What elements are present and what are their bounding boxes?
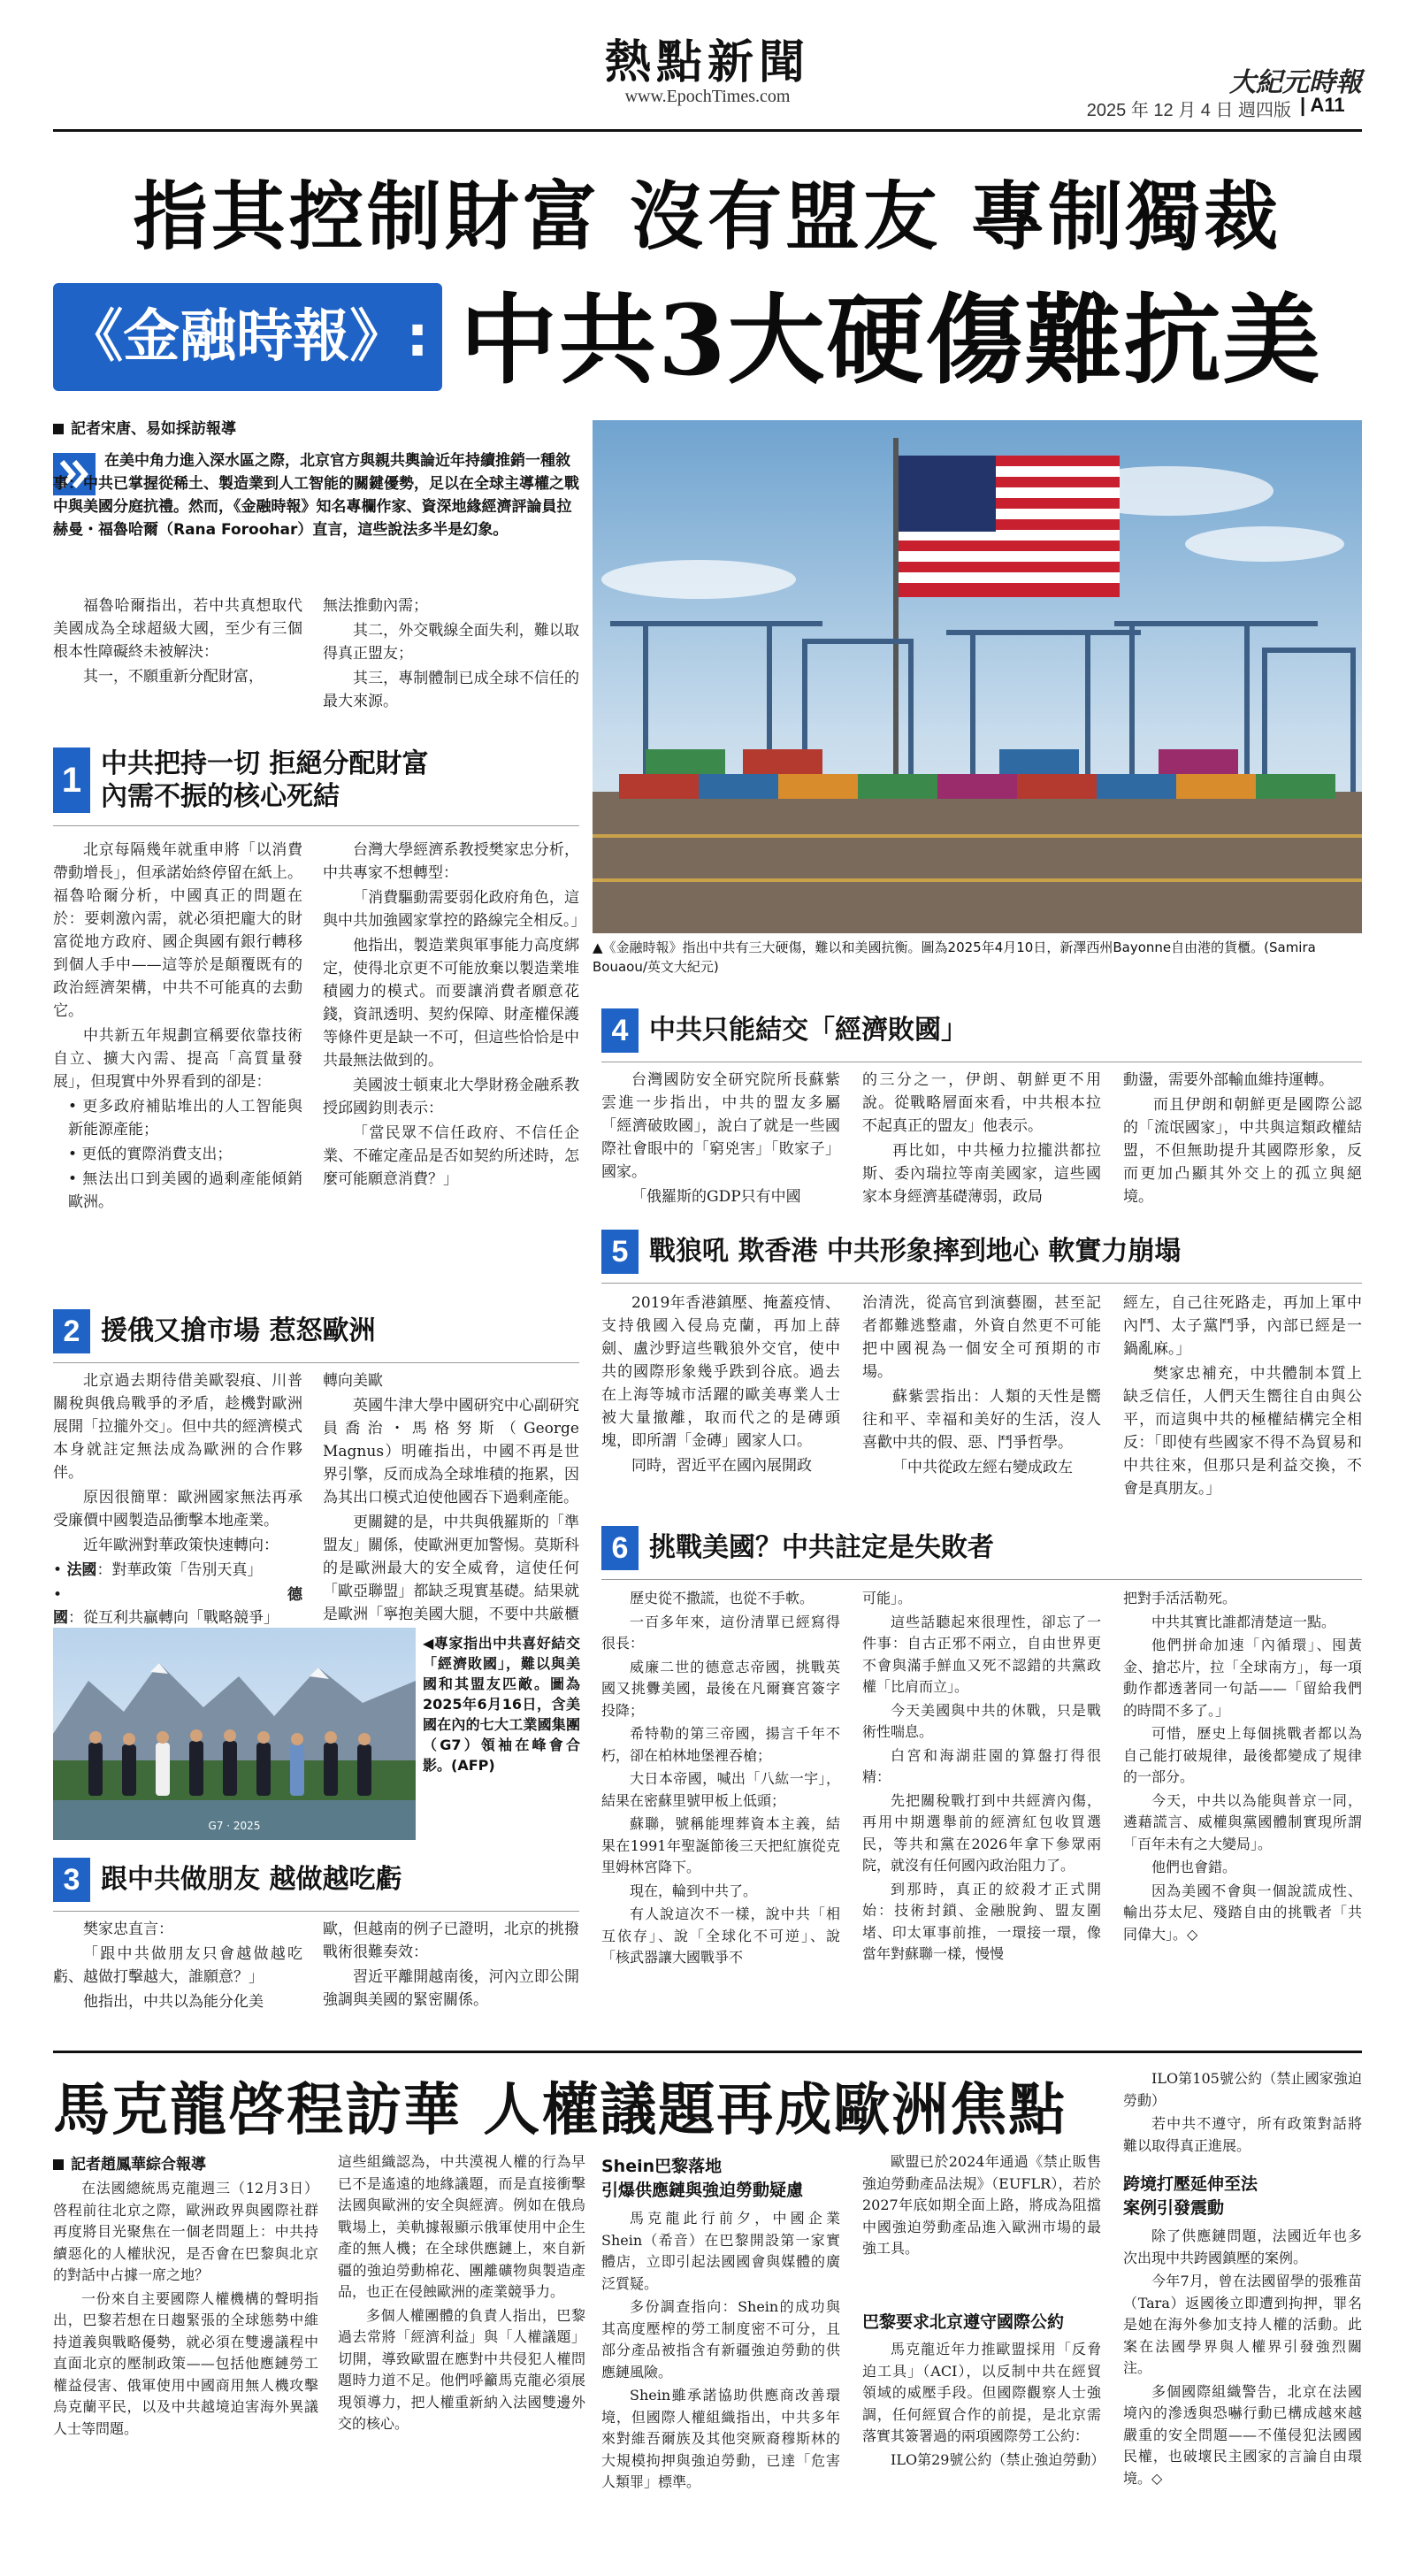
quote: 「俄羅斯的GDP只有中國 xyxy=(631,1188,801,1206)
paragraph: 除了供應鏈問題，法國近年也多次出現中共跨國鎮壓的案例。 xyxy=(1123,2227,1362,2266)
paragraph: 他指出，製造業與軍事能力高度綁定，使得北京更不可能放棄以製造業堆積國力的模式。而要讓消費者願意花錢，資訊透明、契約保障、財產權保護等條件更是缺一不可，但這些恰恰是中共最無法做到的。 xyxy=(323,937,579,1070)
paragraph: 原因很簡單：歐洲國家無法再承受廉價中國製造品衝擊本地產業。 xyxy=(53,1489,302,1530)
paragraph: 今天，中共以為能與普京一同，遴藉謊言、威權與黨國體制實現所謂「百年未有之大變局」。 xyxy=(1123,1791,1362,1852)
paragraph: 先把關稅戰打到中共經濟內傷，再用中期選舉前的經濟紅包收買選民，等共和黨在2026年拿下參眾兩院，就沒有任何國內政治阻力了。 xyxy=(862,1791,1101,1874)
section-3-col-1 xyxy=(53,1918,302,2015)
paragraph: 可惜，歷史上每個挑戰者都以為自己能打破規律，最後都變成了規律的一部分。 xyxy=(1123,1725,1362,1785)
quote: 「中共從政左經右變成政左 xyxy=(892,1459,1073,1476)
section-1-header xyxy=(53,748,579,813)
quote: 「當民眾不信任政府、不信任企業、不確定產品是否如契約所述時，怎麼可能願意消費？」 xyxy=(323,1124,579,1188)
section-2-header xyxy=(53,1309,579,1353)
paragraph: 福魯哈爾指出，若中共真想取代美國成為全球超級大國，至少有三個根本性障礙終未被解決： xyxy=(53,597,302,661)
article2-subhead-paris: 巴黎要求北京遵守國際公約 xyxy=(862,2312,1065,2332)
paragraph: 他們拼命加速「內循環」、囤黃金、搶芯片，拉「全球南方」，每一項動作都透著同一句話——「留給我們的時間不多了。」 xyxy=(1123,1637,1362,1719)
masthead xyxy=(0,0,1415,159)
divider xyxy=(53,1911,579,1912)
headline-kicker: 指其控制財富 沒有盟友 專制獨裁 xyxy=(133,173,1282,260)
paragraph: 這些話聽起來很理性，卻忘了一件事：自古正邪不兩立，自由世界更不會與滿手鮮血又死不認錯的共黨政權「比肩而立」。 xyxy=(862,1613,1101,1695)
paragraph: 多個人權團體的負責人指出，巴黎過去常將「經濟利益」與「人權議題」切開，導致歐盟在應對中共侵犯人權問題時力道不足。他們呼籲馬克龍必須展現領導力，把人權重新納入法國雙邊外交的核心。 xyxy=(338,2306,585,2432)
masthead-rule xyxy=(53,129,1362,132)
divider xyxy=(601,1579,1362,1580)
port-photo-caption: ▲《金融時報》指出中共有三大硬傷，難以和美國抗衡。圖為2025年4月10日，新澤西州Bayonne自由港的貨櫃。(Samira Bouaou/英文大紀元) xyxy=(593,939,1316,975)
g7-photo-illustration xyxy=(53,1628,416,1840)
section-number: 4 xyxy=(601,1008,639,1053)
end-mark: ◇ xyxy=(1151,2469,1163,2487)
paragraph: 馬克龍近年力推歐盟採用「反脅迫工具」（ACI），以反制中共在經貿領域的威壓手段。但國際觀察人士強調，任何經貿合作的前提，是北京需落實其簽署過的兩項國際勞工公約： xyxy=(862,2341,1101,2444)
section-title: 熱點新聞 xyxy=(604,36,810,89)
intro-col-1 xyxy=(53,594,302,690)
article2-col-1 xyxy=(53,2178,318,2442)
section-title-line: 中共把持一切 拒絕分配財富 xyxy=(101,748,429,779)
page-number: | A11 xyxy=(1300,94,1345,116)
paragraph: 希特勒的第三帝國，揚言千年不朽，卻在柏林地堡裡吞槍； xyxy=(601,1725,840,1764)
source-badge: 《金融時報》: xyxy=(53,283,442,391)
headline-main-row xyxy=(53,274,1362,407)
issue-date: 2025 年 12 月 4 日 週四版 xyxy=(1086,101,1291,120)
quote: 「跟中共做朋友只會越做越吃虧、越做打擊越大，誰願意？」 xyxy=(53,1945,302,1986)
section-4-col-3 xyxy=(1123,1069,1362,1210)
article-divider xyxy=(53,2051,1362,2053)
paragraph: 這些組織認為，中共漠視人權的行為早已不是遙遠的地緣議題，而是直接衝擊法國與歐洲的安全與經濟。例如在俄烏戰場上，美軌據報顯示俄軍使用中企生產的無人機；在全球供應鏈上，來自新疆的強迫勞動棉花、團離礦物與製造產品，也正在侵蝕歐洲的產業競爭力。 xyxy=(338,2153,585,2300)
section-title: 跟中共做朋友 越做越吃虧 xyxy=(101,1864,402,1895)
newspaper-logo: 大紀元時報 xyxy=(1229,67,1362,98)
paragraph: 北京過去期待借美歐裂痕、川普關稅與俄烏戰爭的矛盾，趁機對歐洲展開「拉攏外交」。但中共的經濟模式本身就註定無法成為歐洲的合作夥伴。 xyxy=(53,1372,302,1482)
paragraph: 樊家忠補充，中共體制本質上缺乏信任，人們天生嚮往自由與公平，而這與中共的極權結構完全相反：「即使有些國家不得不為貿易和中共往來，但那只是利益交換，不會是真朋友。」 xyxy=(1123,1365,1362,1498)
paragraph: 動盪，需要外部輸血維持運轉。 xyxy=(1123,1071,1334,1089)
paragraph: 再比如，中共極力拉攏洪都拉斯、委內瑞拉等南美國家，這些國家本身經濟基礎薄弱，政局 xyxy=(862,1142,1101,1206)
paragraph: 他指出，中共以為能分化美 xyxy=(83,1993,264,2011)
bullet-item: • 無法出口到美國的過剩產能傾銷歐洲。 xyxy=(68,1170,302,1211)
site-url[interactable]: www.EpochTimes.com xyxy=(624,87,791,106)
article2-col-3 xyxy=(601,2208,840,2496)
paragraph: 現在，輪到中共了。 xyxy=(630,1882,758,1899)
paragraph: 無法推動內需； xyxy=(323,597,428,615)
g7-banner-text: G7 · 2025 xyxy=(208,1820,261,1832)
paragraph: 美國波士頓東北大學財務金融系教授邱國鈞則表示： xyxy=(323,1077,579,1117)
section-5-col-2 xyxy=(862,1292,1101,1481)
paragraph: 今天美國與中共的休戰，只是戰術性喘息。 xyxy=(862,1701,1101,1740)
paragraph: 其二，外交戰線全面失利，難以取得真正盟友； xyxy=(323,622,579,663)
paragraph xyxy=(1123,2381,1362,2490)
paragraph: 其一，不願重新分配財富， xyxy=(83,668,264,686)
article2-col-5 xyxy=(1123,2068,1362,2158)
section-2-col-1 xyxy=(53,1369,302,1656)
section-5-col-1 xyxy=(601,1292,840,1479)
paragraph-text: 因為美國不會與一個說謊成性、輸出芬太尼、殘踏自由的挑戰者「共同偉大」。 xyxy=(1123,1882,1362,1943)
paragraph: 蘇紫雲指出：人類的天性是嚮往和平、幸福和美好的生活，沒人喜歡中共的假、惡、鬥爭哲學。 xyxy=(862,1388,1101,1452)
paragraph: 經左，自己往死路走，再加上軍中內鬥、太子黨鬥爭，內部已經是一鍋亂麻。」 xyxy=(1123,1294,1362,1358)
article2-subhead-shein: Shein巴黎落地 引爆供應鏈與強迫勞動疑慮 xyxy=(601,2157,804,2200)
section-title: 中共只能結交「經濟敗國」 xyxy=(649,1015,968,1046)
section-6-col-1 xyxy=(601,1588,840,1971)
headline-main: 中共3大硬傷難抗美 xyxy=(460,283,1322,397)
intro-col-2 xyxy=(323,594,579,715)
section-title: 援俄又搶市場 惹怒歐洲 xyxy=(101,1315,376,1346)
section-3-col-2 xyxy=(323,1918,579,2013)
quote: 「消費驅動需要弱化政府角色，這與中共加強國家掌控的路線完全相反。」 xyxy=(323,889,586,930)
paragraph: 一份來自主要國際人權機構的聲明指出，巴黎若想在日趨緊張的全球態勢中維持道義與戰略優勢，就必須在雙邊議程中直面北京的壓制政策——包括他應鏈勞工權益侵害、俄軍使用中國商用無人機攻擊烏克蘭平民，以及中共越境迫害海外異議人士等問題。 xyxy=(53,2289,318,2437)
end-mark: ◇ xyxy=(1187,1925,1198,1943)
byline: 記者宋唐、易如採訪報導 xyxy=(53,416,236,438)
paragraph: 蘇聯，號稱能埋葬資本主義，結果在1991年聖誕節後三天把紅旗從克里姆林宮降下。 xyxy=(601,1815,840,1875)
paragraph: 歐，但越南的例子已證明，北京的挑撥戰術很難奏效： xyxy=(323,1920,579,1961)
divider xyxy=(601,1283,1362,1284)
paragraph: 北京每隔幾年就重申將「以消費帶動增長」，但承諾始終停留在紙上。福魯哈爾分析，中國真正的問題在於：要刺激內需，就必須把龐大的財富從地方政府、國企與國有銀行轉移到個人手中——這等於是顛覆既有的政治經濟架構，中共不可能真的去動它。 xyxy=(53,841,302,1020)
g7-summit-photo xyxy=(53,1628,416,1840)
bullet-label: 德國 xyxy=(53,1586,302,1627)
paragraph: 大日本帝國，喊出「八紘一宇」，結果在密蘇里號甲板上低頭； xyxy=(601,1770,840,1809)
paragraph: 他們也會錯。 xyxy=(1151,1859,1237,1875)
article2-headline: 馬克龍啓程訪華 人權議題再成歐洲焦點 xyxy=(53,2078,1067,2143)
paragraph: 今年7月，曾在法國留學的張雅苗（Tara）返國後立即遭到拘押，罪名是她在海外參加支持人權的活動。此案在法國學界與人權界引發強烈關注。 xyxy=(1123,2273,1362,2376)
paragraph: Shein雖承諾協助供應商改善環境，但國際人權組織指出，中共多年來對維吾爾族及其他突厥裔穆斯林的大規模拘押與強迫勞動，已達「危害人類罪」標準。 xyxy=(601,2387,840,2490)
paragraph: 若中共不遵守，所有政策對話將難以取得真正進展。 xyxy=(1123,2115,1362,2154)
section-number: 6 xyxy=(601,1526,639,1570)
section-4-col-2 xyxy=(862,1069,1101,1210)
paragraph: 馬克龍此行前夕，中國企業Shein（希音）在巴黎開設第一家實體店，立即引起法國國會與媒體的廣泛質疑。 xyxy=(601,2210,840,2292)
port-flag-photo xyxy=(593,420,1362,933)
section-5-header xyxy=(601,1230,1362,1274)
paragraph: 台灣大學經濟系教授樊家忠分析，中共專家不想轉型： xyxy=(323,841,579,882)
section-2-col-2 xyxy=(323,1369,579,1651)
divider xyxy=(53,825,579,826)
paragraph: 歷史從不撒謊，也從不手軟。 xyxy=(630,1590,815,1606)
paragraph: 白宮和海湖莊園的算盤打得很精： xyxy=(862,1746,1101,1785)
section-5-col-3 xyxy=(1123,1292,1362,1502)
article2-col-5b xyxy=(1123,2226,1362,2491)
paragraph: 其三，專制體制已成全球不信任的最大來源。 xyxy=(323,670,579,710)
port-photo-illustration xyxy=(593,420,1362,933)
article2-col-2 xyxy=(338,2151,585,2437)
paragraph: 台灣國防安全研究院所長蘇紫雲進一步指出，中共的盟友多屬「經濟破敗國」，說白了就是一些國際社會眼中的「窮兇害」「敗家子」國家。 xyxy=(601,1071,840,1181)
paragraph: 在法國總統馬克龍週三（12月3日）啓程前往北京之際，歐洲政界與國際社群再度將目光聚焦在一個老問題上：中共持續惡化的人權狀況，是否會在巴黎與北京的對話中占據一席之地？ xyxy=(53,2180,318,2283)
section-title: 戰狼吼 欺香港 中共形象摔到地心 軟實力崩塌 xyxy=(649,1236,1182,1267)
paragraph: 2019年香港鎮壓、掩蓋疫情、支持俄國入侵烏克蘭，再加上薛劍、盧沙野這些戰狼外交官，使中共的國際形象幾乎跌到谷底。過去在上海等城市活躍的歐美專業人士被大量撤離，取而代之的是磚頭塊，即所謂「金磚」國家人口。 xyxy=(601,1294,840,1450)
paragraph: 一百多年來，這份清單已經寫得很長： xyxy=(601,1613,840,1652)
section-4-header xyxy=(601,1008,1362,1053)
paragraph: 近年歐洲對華政策快速轉向： xyxy=(83,1537,279,1554)
article2-byline: 記者趙鳳華綜合報導 xyxy=(53,2151,206,2174)
section-number: 2 xyxy=(53,1309,90,1353)
section-6-col-3 xyxy=(1123,1588,1362,1947)
paragraph: 中共新五年規劃宣稱要依靠技術自立、擴大內需、提高「高質量發展」，但現實中外界看到的卻是： xyxy=(53,1027,302,1091)
section-title-line: 內需不振的核心死結 xyxy=(101,781,340,812)
paragraph: 中共其實比誰都清楚這一點。 xyxy=(1151,1613,1336,1630)
paragraph: ILO第29號公約（禁止強迫勞動） xyxy=(891,2450,1105,2468)
paragraph: 治清洗，從高官到演藝圈，甚至記者都難逃整肅，外資自然更不可能把中國視為一個安全可預期的市場。 xyxy=(862,1294,1101,1381)
paragraph: 把對手活活勒死。 xyxy=(1123,1590,1237,1606)
bullet-item: • 德國：從互利共贏轉向「戰略競爭」 xyxy=(53,1586,302,1627)
g7-photo-caption: ◀專家指出中共喜好結交「經濟敗國」，難以與美國和其盟友匹敵。圖為2025年6月16日，含美國在內的七大工業國集團（G7）領袖在峰會合影。(AFP) xyxy=(423,1635,580,1774)
paragraph: 更關鍵的是，中共與俄羅斯的「準盟友」關係，使歐洲更加警惕。莫斯科的是歐洲最大的安全威脅，這使任何「歐亞聯盟」都缺乏現實基礎。結果就是歐洲「寧抱美國大腿，不要中共厳櫃 xyxy=(323,1514,579,1623)
paragraph: 同時，習近平在國內展開政 xyxy=(631,1457,812,1475)
section-number: 3 xyxy=(53,1858,90,1902)
paragraph: 的三分之一，伊朗、朝鮮更不用說。從戰略層面來看，中共根本拉不起真正的盟友」他表示。 xyxy=(862,1071,1101,1135)
section-6-header xyxy=(601,1526,1362,1570)
paragraph: 威廉二世的德意志帝國，挑戰英國又挑釁美國，最後在凡爾賽宮簽字投降； xyxy=(601,1658,840,1719)
paragraph: 歐盟已於2024年通過《禁止販售強迫勞動產品法規》（EUFLR），若於2027年底如期全面上路，將成為阻擋中國強迫勞動產品進入歐洲市場的最強工具。 xyxy=(862,2153,1101,2257)
bullet-text: ：對華政策「告別天真」 xyxy=(96,1561,263,1579)
section-title: 挑戰美國？中共註定是失敗者 xyxy=(649,1532,994,1563)
section-1-col-1 xyxy=(53,839,302,1215)
section-3-header xyxy=(53,1858,579,1902)
article2-col-4 xyxy=(862,2151,1101,2262)
article2-subhead-transnational: 跨境打壓延伸至法 案例引發震動 xyxy=(1123,2174,1258,2218)
section-1-col-2 xyxy=(323,839,586,1192)
bullet-item: • 更多政府補貼堆出的人工智能與新能源產能； xyxy=(68,1098,302,1138)
section-4-col-1 xyxy=(601,1069,840,1210)
paragraph: 而且伊朗和朝鮮更是國際公認的「流氓國家」，中共與這類政權結盟，不但無助提升其國際形象，反而更加凸顯其外交上的孤立與絕境。 xyxy=(1123,1096,1362,1206)
paragraph: 可能」。 xyxy=(862,1590,913,1606)
paragraph xyxy=(1123,1881,1362,1946)
paragraph: 多份調查指向：Shein的成功與其高度壓榨的勞工制度密不可分，且部分產品被指含有新疆強迫勞動的供應鏈風險。 xyxy=(601,2298,840,2380)
article2-col-4b xyxy=(862,2339,1105,2472)
paragraph-text: 多個國際組織警告，北京在法國境內的滲透與恐嚇行動已構成越來越嚴重的安全問題——不僅侵犯法國國民權，也破壞民主國家的言論自由環境。 xyxy=(1123,2382,1362,2487)
bullet-text: ：從互利共贏轉向「戰略競爭」 xyxy=(68,1609,279,1627)
bullet-item: • 法國：對華政策「告別天真」 xyxy=(53,1561,263,1579)
section-6-col-2 xyxy=(862,1588,1101,1967)
paragraph: ILO第105號公約（禁止國家強迫勞動） xyxy=(1123,2070,1362,2109)
section-title xyxy=(101,748,428,813)
section-number: 1 xyxy=(53,748,90,813)
paragraph: 有人說這次不一樣，說中共「相互依存」、說「全球化不可逆」、說「核武器讓大國戰爭不 xyxy=(601,1905,840,1966)
paragraph: 習近平離開越南後，河內立即公開強調與美國的緊密關係。 xyxy=(323,1968,579,2009)
divider xyxy=(53,1362,579,1363)
paragraph: 樊家忠直言： xyxy=(83,1920,173,1938)
paragraph: 轉向美歐 xyxy=(323,1372,383,1390)
lead-paragraph xyxy=(53,449,579,580)
page-number-value: A11 xyxy=(1310,94,1345,116)
paragraph: 英國牛津大學中國研究中心副研究員喬治・馬格努斯（George Magnus）明確指出，中國不再是世界引擎，反而成為全球堆積的拖累，因為其出口模式迫使他國吞下過剩產能。 xyxy=(323,1397,579,1506)
section-number: 5 xyxy=(601,1230,639,1274)
paragraph: 到那時，真正的絞殺才正式開始：技術封鎖、金融脫鉤、盟友圍堵、印太軍事前推，一環接一環，像當年對蘇聯一樣，慢慢 xyxy=(862,1880,1101,1962)
lead-text: 在美中角力進入深水區之際，北京官方與親共輿論近年持續推銷一種敘事：中共已掌握從稀土、製造業到人工智能的關鍵優勢，足以在全球主導權之戰中與美國分庭抗禮。然而，《金融時報》知名專欄作家、資深地緣經濟評論員拉赫曼・福魯哈爾（Rana Foroohar）直言，這些說法多半是幻象。 xyxy=(53,452,579,539)
bullet-item: • 更低的實際消費支出； xyxy=(68,1146,233,1163)
bullet-label: 法國 xyxy=(66,1561,97,1579)
